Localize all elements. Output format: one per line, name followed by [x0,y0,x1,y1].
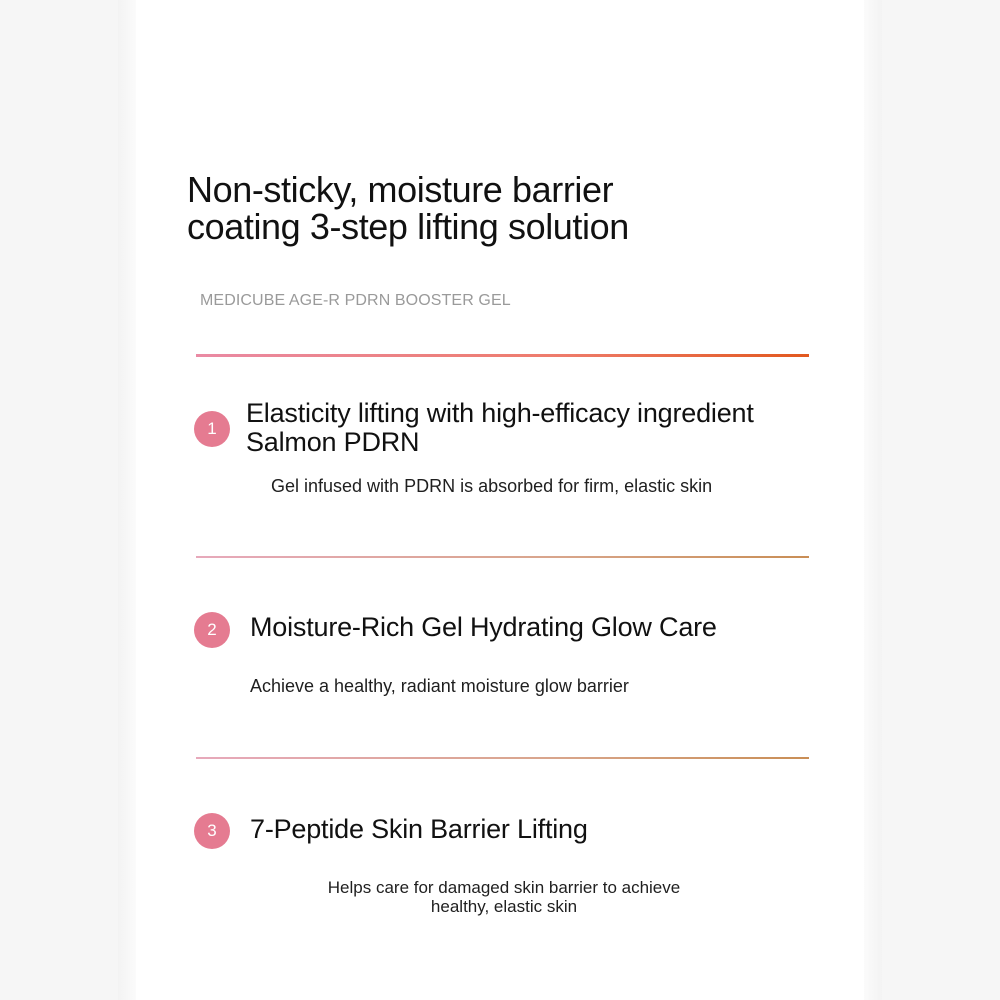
step-divider-1 [196,556,809,558]
panel-edge-left [118,0,136,1000]
step-3-title: 7-Peptide Skin Barrier Lifting [250,814,588,844]
panel-edge-right [864,0,882,1000]
step-2-title: Moisture-Rich Gel Hydrating Glow Care [250,612,717,642]
content-panel [118,0,882,1000]
step-1-number-badge: 1 [194,411,230,447]
step-3-number-badge: 3 [194,813,230,849]
product-name: MEDICUBE AGE-R PDRN BOOSTER GEL [200,292,511,309]
step-divider-2 [196,757,809,759]
step-2-description: Achieve a healthy, radiant moisture glow barrier [250,676,629,696]
step-1-title: Elasticity lifting with high-efficacy ingredient Salmon PDRN [246,398,754,457]
step-3-description: Helps care for damaged skin barrier to achieve healthy, elastic skin [327,878,681,916]
step-1-description: Gel infused with PDRN is absorbed for firm, elastic skin [271,476,713,496]
accent-divider [196,354,809,357]
step-2-number-badge: 2 [194,612,230,648]
headline: Non-sticky, moisture barrier coating 3-step lifting solution [187,169,629,247]
